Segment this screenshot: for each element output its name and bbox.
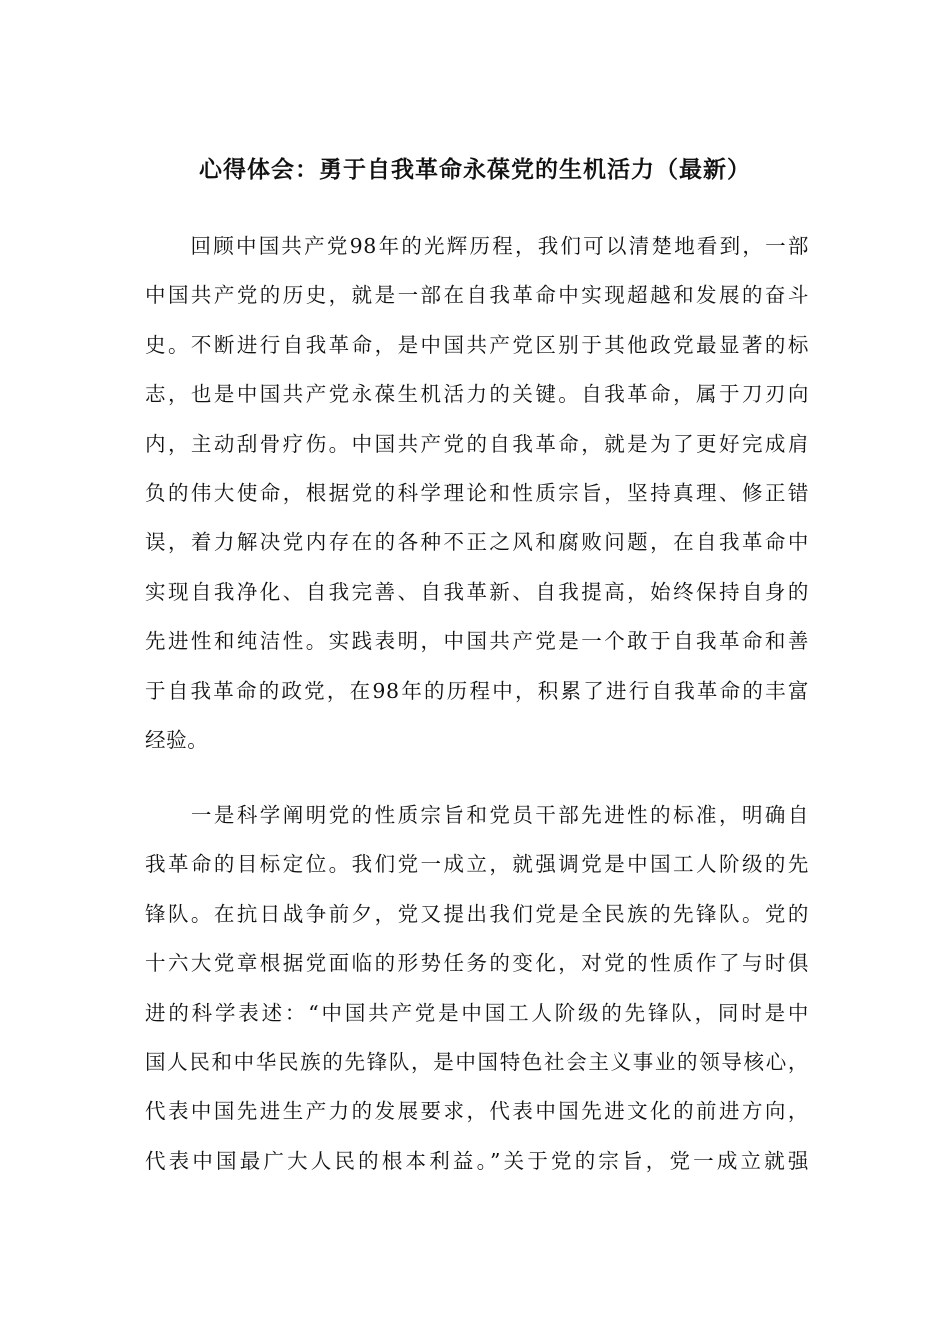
paragraph-line: 我革命的目标定位。我们党一成立，就强调党是中国工人阶级的先: [145, 852, 809, 877]
paragraph-1: [145, 222, 809, 765]
paragraph-line: 先进性和纯洁性。实践表明，中国共产党是一个敢于自我革命和善: [145, 629, 809, 654]
paragraph-2: [145, 791, 809, 1186]
paragraph-line: 负的伟大使命，根据党的科学理论和性质宗旨，坚持真理、修正错: [145, 480, 809, 505]
paragraph-line: 代表中国最广大人民的根本利益。”关于党的宗旨，党一成立就强: [145, 1148, 809, 1173]
paragraph-line: 内，主动刮骨疗伤。中国共产党的自我革命，就是为了更好完成肩: [145, 431, 809, 456]
paragraph-line: 进的科学表述：“中国共产党是中国工人阶级的先锋队，同时是中: [145, 1000, 809, 1025]
paragraph-line: 经验。: [145, 727, 209, 752]
paragraph-line: 于自我革命的政党，在98年的历程中，积累了进行自我革命的丰富: [145, 678, 809, 703]
paragraph-line: 史。不断进行自我革命，是中国共产党区别于其他政党最显著的标: [145, 332, 809, 357]
paragraph-line: 实现自我净化、自我完善、自我革新、自我提高，始终保持自身的: [145, 579, 809, 604]
document-title: 心得体会：勇于自我革命永葆党的生机活力（最新）: [199, 156, 751, 183]
paragraph-line: 中国共产党的历史，就是一部在自我革命中实现超越和发展的奋斗: [145, 283, 809, 308]
paragraph-line: 回顾中国共产党98年的光辉历程，我们可以清楚地看到，一部: [145, 234, 809, 258]
paragraph-line: 误，着力解决党内存在的各种不正之风和腐败问题，在自我革命中: [145, 530, 809, 555]
paragraph-line: 代表中国先进生产力的发展要求，代表中国先进文化的前进方向，: [145, 1099, 809, 1124]
paragraph-line: 一是科学阐明党的性质宗旨和党员干部先进性的标准，明确自: [145, 803, 809, 827]
paragraph-line: 十六大党章根据党面临的形势任务的变化，对党的性质作了与时俱: [145, 951, 809, 976]
paragraph-line: 国人民和中华民族的先锋队，是中国特色社会主义事业的领导核心，: [145, 1049, 809, 1074]
paragraph-line: 锋队。在抗日战争前夕，党又提出我们党是全民族的先锋队。党的: [145, 901, 809, 926]
paragraph-line: 志，也是中国共产党永葆生机活力的关键。自我革命，属于刀刃向: [145, 382, 809, 407]
